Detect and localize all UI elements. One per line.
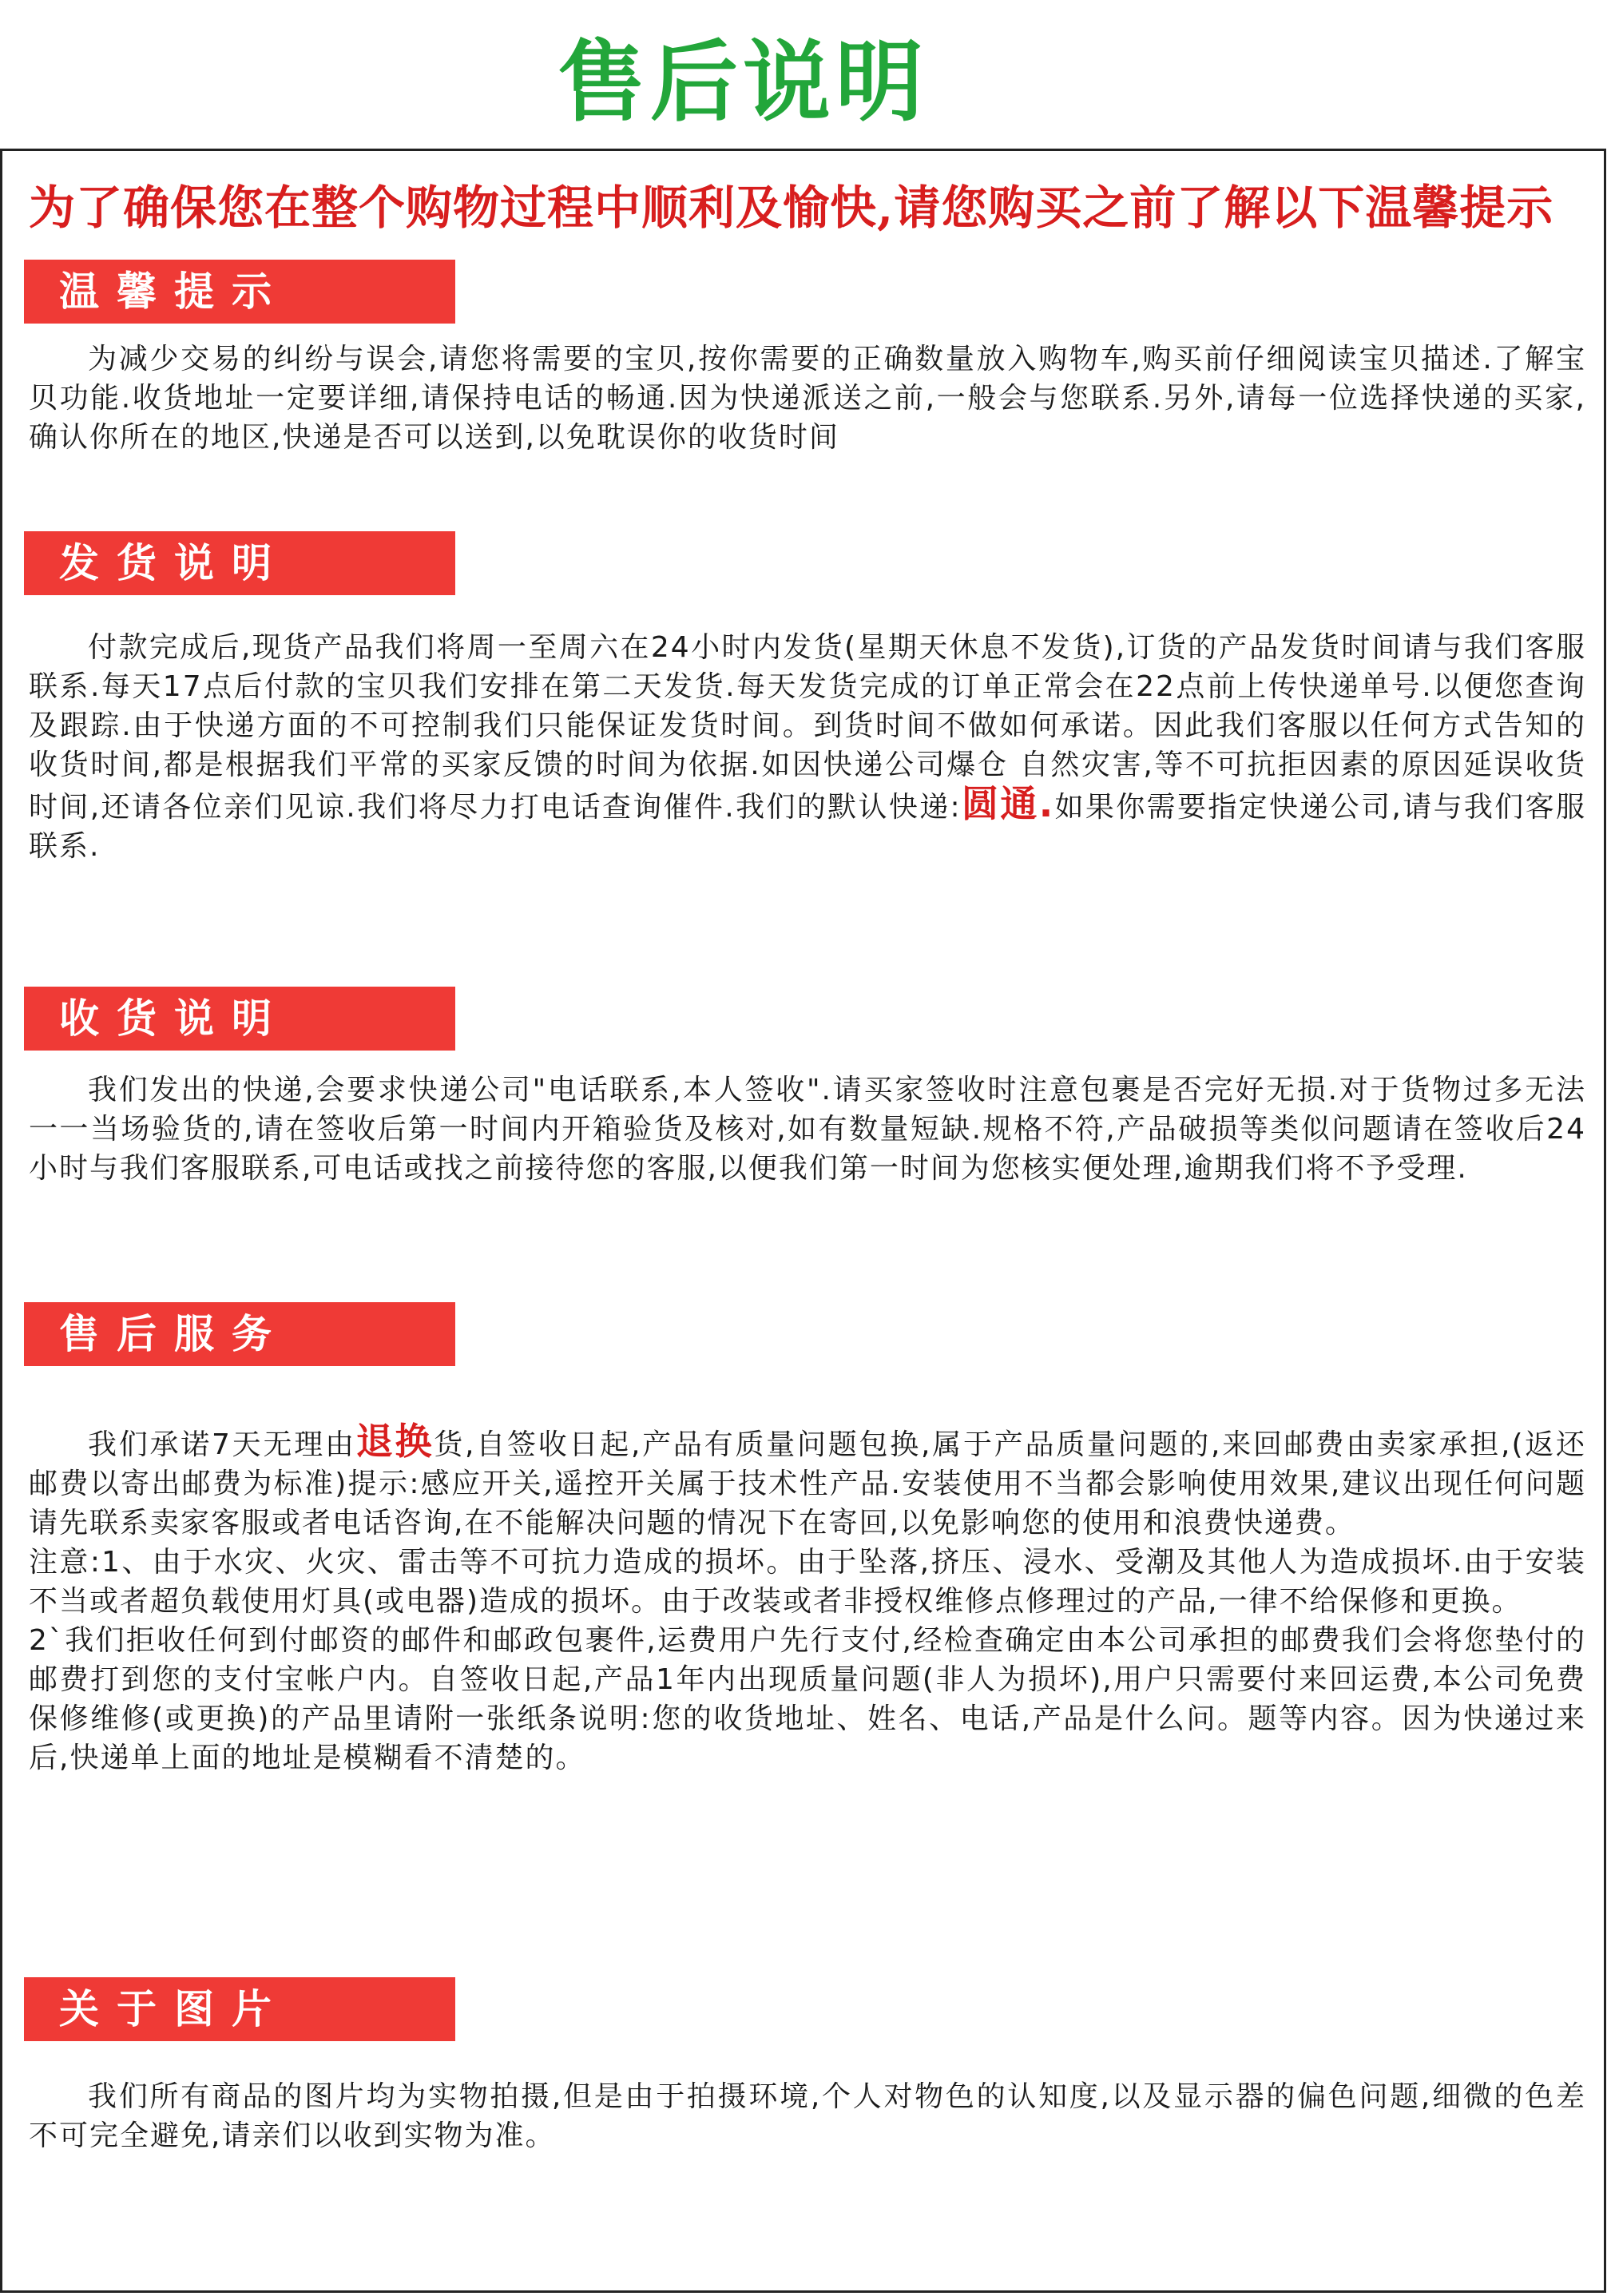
tips-paragraph: 为减少交易的纠纷与误会,请您将需要的宝贝,按你需要的正确数量放入购物车,购买前仔细阅读宝贝描述.了解宝贝功能.收货地址一定要详细,请保持电话的畅通.因为快递派送之前,一般会与您联系.另外,请每一位选择快递的买家,确认你所在的地区,快递是否可以送到,以免耽误你的收货时间 (29, 343, 1586, 454)
section-header-pictures: 关于图片 (24, 1977, 455, 2041)
section-header-after-sales: 售后服务 (24, 1302, 455, 1366)
section-body-shipping (29, 628, 1586, 866)
shipping-text-before: 付款完成后,现货产品我们将周一至周六在24小时内发货(星期天休息不发货),订货的产品发货时间请与我们客服联系.每天17点后付款的宝贝我们安排在第二天发货.每天发货完成的订单正常会在22点前上传快递单号.以便您查询及跟踪.由于快递方面的不可控制我们只能保证发货时间。到货时间不做如何承诺。因此我们客服以任何方式告知的收货时间,都是根据我们平常的买家反馈的时间为依据.如因快递公司爆仓 自然灾害,等不可抗拒因素的原因延误收货时间,还请各位亲们见谅.我们将尽力打电话查询催件.我们的默认快递: (29, 631, 1586, 824)
section-body-after-sales (29, 1422, 1586, 1778)
return-exchange-highlight: 退换 (355, 1420, 434, 1463)
after-sales-paragraph-1 (29, 1422, 1586, 1543)
receiving-paragraph: 我们发出的快递,会要求快递公司"电话联系,本人签收".请买家签收时注意包裹是否完好无损.对于货物过多无法一一当场验货的,请在签收后第一时间内开箱验货及核对,如有数量短缺.规格不符,产品破损等类似问题请在签收后24小时与我们客服联系,可电话或找之前接待您的客服,以便我们第一时间为您核实便处理,逾期我们将不予受理. (29, 1074, 1586, 1185)
section-header-shipping: 发货说明 (24, 531, 455, 595)
after-sales-paragraph-3: 2`我们拒收任何到付邮资的邮件和邮政包裹件,运费用户先行支付,经检查确定由本公司承担的邮费我们会将您垫付的邮费打到您的支付宝帐户内。自签收日起,产品1年内出现质量问题(非人为损坏),用户只需要付来回运费,本公司免费保修维修(或更换)的产品里请附一张纸条说明:您的收货地址、姓名、电话,产品是什么问。题等内容。因为快递过来后,快递单上面的地址是模糊看不清楚的。 (29, 1624, 1586, 1774)
section-body-receiving (29, 1071, 1586, 1188)
notice-banner: 为了确保您在整个购物过程中顺利及愉快,请您购买之前了解以下温馨提示 (29, 181, 1554, 235)
shipping-paragraph (29, 628, 1586, 866)
page-title: 售后说明 (558, 31, 928, 133)
section-body-pictures (29, 2077, 1586, 2155)
shipping-text-after: 如果你需要指定快递公司,请与我们客服联系. (29, 791, 1586, 863)
content-frame (0, 149, 1606, 2293)
pictures-paragraph: 我们所有商品的图片均为实物拍摄,但是由于拍摄环境,个人对物色的认知度,以及显示器的偏色问题,细微的色差不可完全避免,请亲们以收到实物为准。 (29, 2080, 1586, 2152)
section-body-tips (29, 340, 1586, 457)
after-sales-paragraph-2: 注意:1、由于水灾、火灾、雷击等不可抗力造成的损坏。由于坠落,挤压、浸水、受潮及其他人为造成损坏.由于安装不当或者超负载使用灯具(或电器)造成的损坏。由于改装或者非授权维修点修理过的产品,一律不给保修和更换。 (29, 1546, 1586, 1618)
section-header-receiving: 收货说明 (24, 987, 455, 1051)
after-sales-text-before: 我们承诺7天无理由 (88, 1428, 356, 1461)
after-sales-text-after: 货,自签收日起,产品有质量问题包换,属于产品质量问题的,来回邮费由卖家承担,(返还邮费以寄出邮费为标准)提示:感应开关,遥控开关属于技术性产品.安装使用不当都会影响使用效果,建议出现任何问题请先联系卖家客服或者电话咨询,在不能解决问题的情况下在寄回,以免影响您的使用和浪费快递费。 (29, 1428, 1587, 1539)
default-courier-highlight: 圆通. (961, 782, 1055, 825)
section-header-tips: 温馨提示 (24, 260, 455, 324)
